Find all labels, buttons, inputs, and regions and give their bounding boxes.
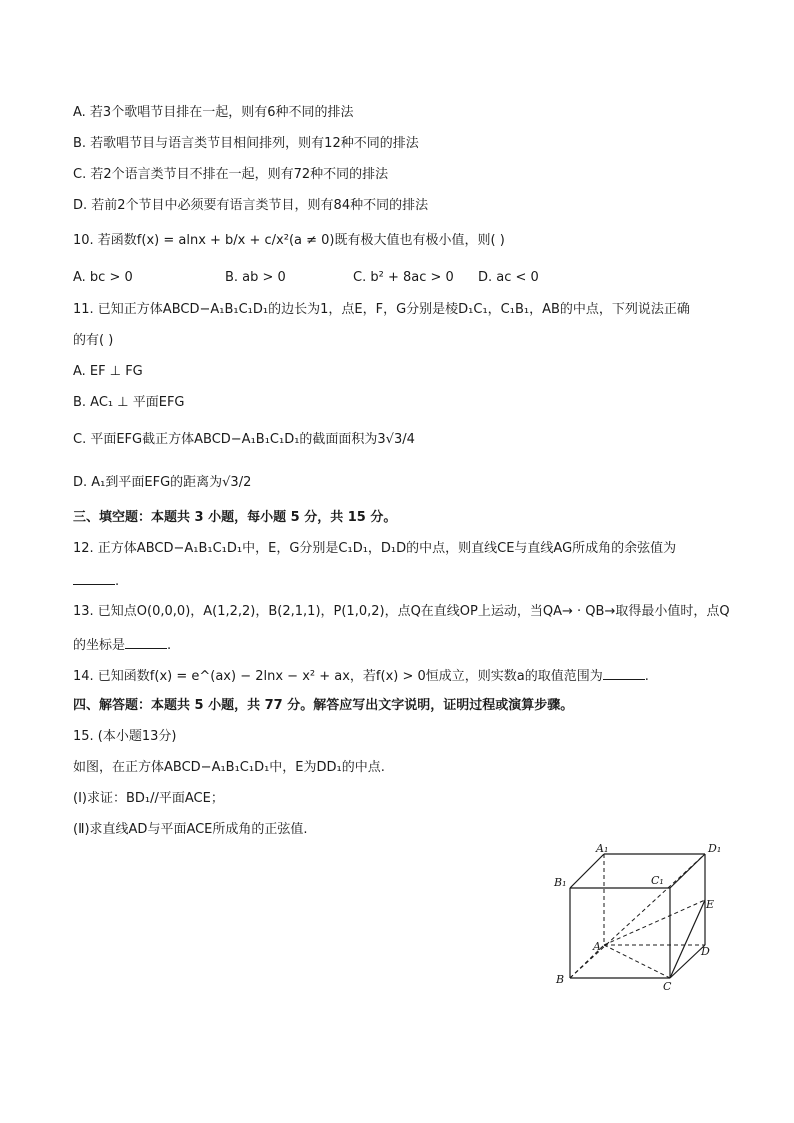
cube-figure (540, 838, 740, 998)
q15-header: 15. (本小题13分) (73, 729, 177, 744)
section-3-heading: 三、填空题：本题共 3 小题，每小题 5 分，共 15 分。 (73, 510, 397, 525)
label-a1: A₁ (596, 842, 609, 855)
q11-option-b: B. AC₁ ⊥ 平面EFG (73, 395, 185, 410)
q11-option-c: C. 平面EFG截正方体ABCD−A₁B₁C₁D₁的截面面积为3√3/4 (73, 432, 415, 447)
q15-intro: 如图，在正方体ABCD−A₁B₁C₁D₁中，E为DD₁的中点. (73, 760, 385, 775)
label-d: D (701, 945, 710, 958)
q14-answer-blank (603, 667, 645, 680)
label-b1: B₁ (554, 876, 567, 889)
section-4-heading: 四、解答题：本题共 5 小题，共 77 分。解答应写出文字说明，证明过程或演算步骤。 (73, 698, 574, 713)
label-d1: D₁ (708, 842, 722, 855)
q11-option-d: D. A₁到平面EFG的距离为√3/2 (73, 475, 252, 490)
q12-period: . (115, 574, 120, 589)
q15-part-2: (Ⅱ)求直线AD与平面ACE所成角的正弦值. (73, 822, 308, 837)
q14-text: 14. 已知函数f(x) = e^(ax) − 2lnx − x² + ax，若f(x) > 0恒成立，则实数a的取值范围为 (73, 669, 603, 684)
label-c: C (663, 980, 672, 993)
q13-answer-blank (125, 636, 167, 649)
q13-line2-text: 的坐标是 (73, 638, 126, 653)
q13-period: . (167, 638, 172, 653)
q12-line1: 12. 正方体ABCD−A₁B₁C₁D₁中，E，G分别是C₁D₁，D₁D的中点，则直线CE与直线AG所成角的余弦值为 (73, 541, 677, 556)
cube-hidden-edges (570, 854, 705, 978)
q13-line1: 13. 已知点O(0,0,0)，A(1,2,2)，B(2,1,1)，P(1,0,2)，点Q在直线OP上运动，当QA→ · QB→取得最小值时，点Q (73, 604, 730, 619)
q9-option-d: D. 若前2个节目中必须要有语言类节目，则有84种不同的排法 (73, 198, 429, 213)
label-b: B (556, 973, 565, 986)
label-a: A (593, 940, 601, 953)
label-c1: C₁ (651, 874, 664, 887)
q13-line2 (73, 636, 171, 654)
q9-option-a: A. 若3个歌唱节目排在一起，则有6种不同的排法 (73, 105, 354, 120)
q9-option-c: C. 若2个语言类节目不排在一起，则有72种不同的排法 (73, 167, 389, 182)
q11-stem-line1: 11. 已知正方体ABCD−A₁B₁C₁D₁的边长为1，点E，F，G分别是棱D₁C₁，C₁B₁，AB的中点，下列说法正确 (73, 302, 690, 317)
q11-option-a: A. EF ⊥ FG (73, 364, 143, 379)
q14-period: . (644, 669, 649, 684)
q12-line2 (73, 572, 119, 590)
q10-option-b: B. ab > 0 (225, 270, 286, 285)
q12-answer-blank (73, 572, 115, 585)
q10-stem: 10. 若函数f(x) = alnx + b/x + c/x²(a ≠ 0)既有极大值也有极小值，则( ) (73, 233, 505, 248)
q11-stem-line2: 的有( ) (73, 333, 114, 348)
q9-option-b: B. 若歌唱节目与语言类节目相间排列，则有12种不同的排法 (73, 136, 419, 151)
q10-option-d: D. ac < 0 (478, 270, 539, 285)
q15-part-1: (Ⅰ)求证：BD₁//平面ACE； (73, 791, 224, 806)
label-e: E (706, 898, 715, 911)
q14-line (73, 667, 649, 685)
q10-option-a: A. bc > 0 (73, 270, 133, 285)
q10-option-c: C. b² + 8ac > 0 (353, 270, 454, 285)
